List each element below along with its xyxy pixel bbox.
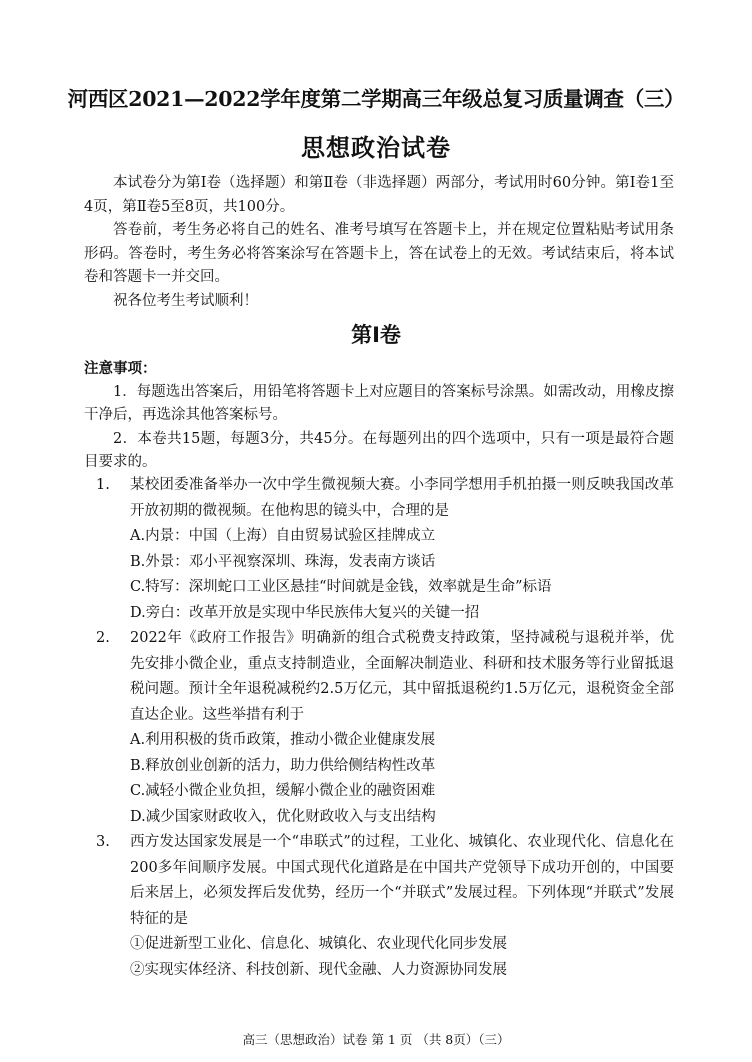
option-a: A.内景：中国（上海）自由贸易试验区挂牌成立 [130,528,436,544]
question-number: 2. [96,630,110,646]
option-b: B.外景：邓小平视察深圳、珠海，发表南方谈话 [130,553,436,570]
question-stem: 2022年《政府工作报告》明确新的组合式税费支持政策，坚持减税与退税并举，优先安排小微企业，重点支持制造业，全面解决制造业、科研和技术服务等行业留抵退税问题。预计全年退税减税约2.5万亿元，其中留抵退税约1.5万亿元，退税资金全部直达企业。这些举措有利于 [130,630,674,723]
statement-2: ②实现实体经济、科技创新、现代金融、人力资源协同发展 [130,961,507,978]
page-footer: 高三（思想政治）试卷 第 1 页 （共 8页）（三） [242,1032,510,1047]
question-number: 1. [96,477,110,493]
option-a: A.利用积极的货币政策，推动小微企业健康发展 [130,732,436,748]
notes-section [84,357,674,475]
intro-paragraph: 本试卷分为第Ⅰ卷（选择题）和第Ⅱ卷（非选择题）两部分，考试用时60分钟。第Ⅰ卷1至4页，第Ⅱ卷5至8页，共100分。 [84,175,674,215]
question-item [84,830,674,983]
notes-item: 1．每题选出答案后，用铅笔将答题卡上对应题目的答案标号涂黑。如需改动，用橡皮擦干净后，再选涂其他答案标号。 [84,383,674,423]
option-c: C.减轻小微企业负担，缓解小微企业的融资困难 [130,783,436,799]
option-d: D.旁白：改革开放是实现中华民族伟大复兴的关键一招 [130,604,480,621]
question-stem: 某校团委准备举办一次中学生微视频大赛。小李同学想用手机拍摄一则反映我国改革开放初期的微视频。在他构思的镜头中，合理的是 [130,477,674,519]
question-item [84,473,674,626]
part-title: 第Ⅰ卷 [351,323,401,347]
option-b: B.释放创业创新的活力，助力供给侧结构性改革 [130,757,436,774]
intro-paragraph: 答卷前，考生务必将自己的姓名、准考号填写在答题卡上，并在规定位置粘贴考试用条形码。答卷时，考生务必将答案涂写在答题卡上，答在试卷上的无效。考试结束后，将本试卷和答题卡一并交回。 [84,222,674,285]
question-stem: 西方发达国家发展是一个“串联式”的过程，工业化、城镇化、农业现代化、信息化在200多年间顺序发展。中国式现代化道路是在中国共产党领导下成功开创的，中国要后来居上，必须发挥后发优势，经历一个“并联式”发展过程。下列体现“并联式”发展特征的是 [130,834,674,927]
option-d: D.减少国家财政收入，优化财政收入与支出结构 [130,808,436,825]
subject-title: 思想政治试卷 [301,134,451,162]
notes-item: 2．本卷共15题，每题3分，共45分。在每题列出的四个选项中，只有一项是最符合题目要求的。 [84,430,674,470]
option-c: C.特写：深圳蛇口工业区悬挂“时间就是金钱，效率就是生命”标语 [130,579,552,595]
statement-1: ①促进新型工业化、信息化、城镇化、农业现代化同步发展 [130,936,507,952]
questions-list [84,473,674,983]
question-item [84,626,674,830]
intro-paragraph: 祝各位考生考试顺利！ [113,292,258,309]
intro-section [84,172,674,313]
notes-heading: 注意事项： [84,360,157,377]
exam-header-title: 河西区2021—2022学年度第二学期高三年级总复习质量调查（三） [67,87,685,111]
question-number: 3. [96,834,110,850]
